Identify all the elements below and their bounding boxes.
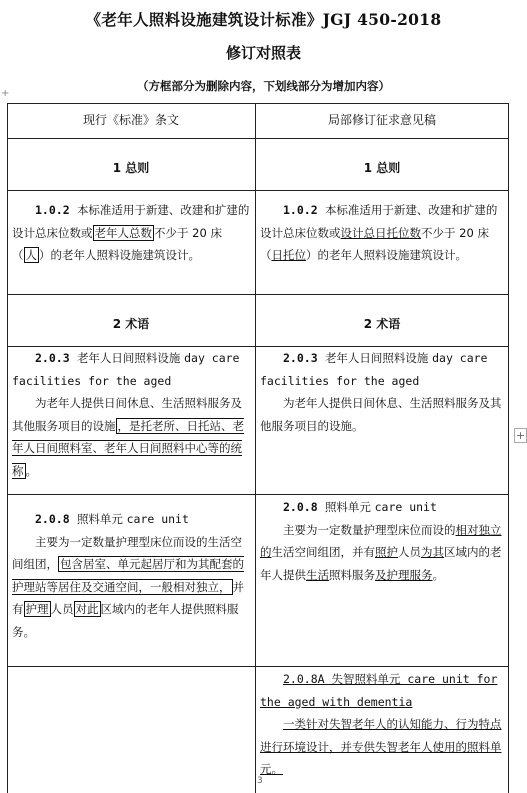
clause-text: 不少于 20 床（ [12, 225, 222, 262]
added-text: 生活 [306, 567, 329, 582]
column-divider [255, 104, 256, 793]
clause-text: 人员 [398, 545, 421, 559]
term-english: care unit [126, 512, 189, 526]
clause-2-0-8-current [12, 508, 250, 643]
term-chinese: 老年人日间照料设施 [324, 351, 429, 365]
deleted-text: 人 [25, 248, 37, 262]
term-english: day care facilities for the aged [260, 351, 488, 388]
deleted-text: 对此 [75, 602, 99, 616]
added-text: 2.0.8A 失智照料单元 care unit for the aged with dementia [260, 672, 498, 709]
clause-text: 不少于 20 床（ [260, 225, 489, 262]
clause-text: 本标准适用于新建、改建和扩建的设计总床位数或 [12, 203, 250, 240]
added-text: 一类针对失智老年人的认知能力、行为特点进行环境设计，并专供失智老年人使用的照料单元。 [260, 717, 502, 776]
document-subtitle: 修订对照表 [225, 44, 301, 62]
added-text: 设计总日托位数 [340, 225, 421, 240]
row-divider [8, 138, 508, 139]
margin-marker: + [1, 88, 10, 99]
clause-text: 为老年人提供日间休息、生活照料服务及其他服务项目的设施。 [260, 396, 502, 433]
clause-text: 区域内的老年人提供照料服务。 [12, 602, 239, 639]
document-title: 《老年人照料设施建筑设计标准》JGJ 450-2018 [85, 10, 442, 29]
added-text: 相对独立的 [260, 522, 502, 559]
term-chinese: 照料单元 [76, 512, 123, 526]
clause-number: 2.0.8 [283, 500, 318, 514]
clause-text: 区域内的老年人提供 [260, 545, 502, 582]
row-divider [8, 494, 508, 495]
clause-1-0-2-current [12, 199, 250, 267]
clause-text: 为老年人提供日间休息、生活照料服务及其他服务项目的设施 [12, 396, 242, 433]
clause-text: ）的老年人照料设施建筑设计。 [39, 248, 200, 262]
added-text: 及护理服务 [375, 567, 433, 582]
clause-text: 本标准适用于新建、改建和扩建的设计总床位数或 [260, 203, 498, 240]
clause-text: 并有 [12, 579, 244, 616]
deleted-text: 护理 [25, 602, 49, 616]
term-chinese: 老年人日间照料设施 [76, 351, 181, 365]
clause-text: 。 [432, 567, 444, 582]
deleted-text: 老年人总数 [94, 225, 152, 240]
clause-2-0-8-revision [260, 496, 504, 586]
row-divider [8, 190, 508, 191]
clause-2-0-8a-revision [260, 668, 504, 781]
deleted-text: 包含居室、单元起居厅和为其配套的护理站等居住及交通空间，一般相对独立， [12, 557, 244, 594]
added-text: 为其 [421, 545, 444, 559]
column-header-revision: 局部修订征求意见稿 [327, 113, 436, 127]
clause-text: 。 [25, 463, 37, 478]
clause-text: 人员 [50, 602, 74, 616]
column-header-current: 现行《标准》条文 [82, 113, 179, 127]
clause-text: 主要为一定数量护理型床位而设的 [283, 522, 456, 537]
clause-number: 2.0.3 [283, 351, 318, 365]
chapter-heading-left: 1 总则 [112, 161, 150, 175]
page-number: 3 [257, 776, 263, 786]
clause-number: 1.0.2 [35, 203, 70, 217]
legend-note: （方框部分为删除内容，下划线部分为增加内容） [137, 79, 390, 93]
added-text: 日托位 [271, 248, 306, 262]
clause-number: 1.0.2 [283, 203, 318, 217]
add-column-handle[interactable]: + [515, 429, 526, 442]
clause-2-0-3-current [12, 347, 250, 482]
clause-1-0-2-revision [260, 199, 504, 267]
term-english: day care facilities for the aged [12, 351, 240, 388]
clause-text: ）的老年人照料设施建筑设计。 [306, 248, 467, 262]
chapter-heading-right: 1 总则 [363, 161, 401, 175]
clause-text: 主要为一定数量护理型床位而设的生活空间组团， [12, 534, 242, 571]
deleted-text: ，是托老所、日托站、老年人日间照料室、老年人日间照料中心等的统称 [12, 418, 244, 478]
row-divider [8, 294, 508, 295]
clause-text: 生活空间组团，并有 [271, 545, 375, 559]
clause-text: 照料服务 [329, 567, 375, 582]
term-chinese: 照料单元 [324, 500, 371, 514]
term-english: care unit [374, 500, 437, 514]
clause-number: 2.0.8 [35, 512, 70, 526]
row-divider [8, 666, 508, 667]
clause-2-0-3-revision [260, 347, 504, 437]
clause-number: 2.0.3 [35, 351, 70, 365]
comparison-table [7, 103, 509, 793]
added-text: 照护 [375, 545, 398, 559]
chapter-heading-right: 2 术语 [363, 317, 401, 331]
chapter-heading-left: 2 术语 [112, 317, 150, 331]
